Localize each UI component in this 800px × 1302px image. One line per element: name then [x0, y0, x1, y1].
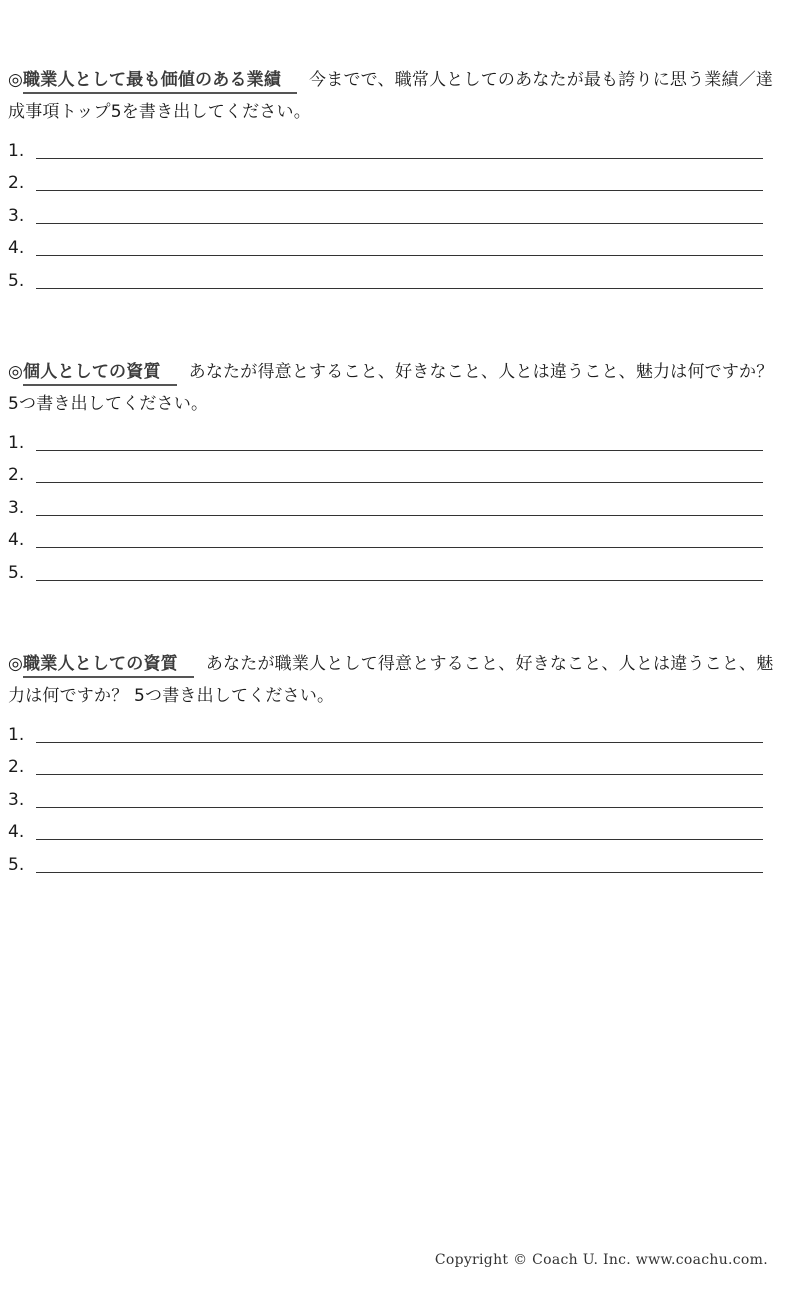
write-in-line[interactable]	[36, 288, 763, 289]
write-in-line[interactable]	[36, 255, 763, 256]
item-number: 4.	[8, 822, 25, 842]
write-in-line[interactable]	[36, 515, 763, 516]
item-number: 2.	[8, 757, 25, 777]
item-number: 2.	[8, 173, 25, 193]
answer-line	[8, 712, 778, 745]
item-number: 2.	[8, 465, 25, 485]
answer-list	[8, 420, 778, 583]
answer-line	[8, 128, 778, 161]
answer-line	[8, 226, 778, 259]
answer-line	[8, 518, 778, 551]
double-circle-mark: ◎	[8, 362, 24, 382]
item-number: 3.	[8, 205, 25, 226]
item-number: 3.	[8, 789, 25, 810]
item-number: 4.	[8, 238, 25, 258]
section-heading: 職業人として最も価値のある業績	[23, 68, 297, 94]
section-intro	[8, 64, 778, 128]
section-heading: 個人としての資質	[23, 360, 177, 386]
write-in-line[interactable]	[36, 742, 763, 743]
write-in-line[interactable]	[36, 774, 763, 775]
section-personal-qualities	[8, 356, 778, 583]
write-in-line[interactable]	[36, 807, 763, 808]
write-in-line[interactable]	[36, 547, 763, 548]
item-number: 4.	[8, 530, 25, 550]
section-description: あなたが職業人として得意とすること、好きなこと、人とは違うこと、魅力は何ですか？ 5つ書き出してください。	[8, 654, 774, 706]
answer-line	[8, 842, 778, 875]
section-intro	[8, 356, 778, 420]
write-in-line[interactable]	[36, 580, 763, 581]
answer-list	[8, 712, 778, 875]
double-circle-mark: ◎	[8, 654, 24, 674]
answer-line	[8, 193, 778, 226]
item-number: 3.	[8, 497, 25, 518]
answer-line	[8, 550, 778, 583]
item-number: 5.	[8, 562, 25, 583]
section-intro	[8, 648, 778, 712]
write-in-line[interactable]	[36, 158, 763, 159]
answer-line	[8, 810, 778, 843]
item-number: 5.	[8, 854, 25, 875]
write-in-line[interactable]	[36, 223, 763, 224]
section-description: 今までで、職常人としてのあなたが最も誇りに思う業績／達成事項トップ5を書き出してください。	[8, 70, 774, 122]
item-number: 1.	[8, 432, 25, 453]
answer-line	[8, 453, 778, 486]
answer-line	[8, 161, 778, 194]
section-professional-qualities	[8, 648, 778, 875]
answer-line	[8, 258, 778, 291]
item-number: 1.	[8, 140, 25, 161]
section-description: あなたが得意とすること、好きなこと、人とは違うこと、魅力は何ですか？ 5つ書き出してください。	[8, 362, 774, 414]
answer-line	[8, 745, 778, 778]
write-in-line[interactable]	[36, 872, 763, 873]
section-professional-achievements	[8, 64, 778, 291]
copyright-footer: Copyright © Coach U. Inc. www.coachu.com.	[434, 1252, 768, 1268]
write-in-line[interactable]	[36, 450, 763, 451]
answer-list	[8, 128, 778, 291]
write-in-line[interactable]	[36, 190, 763, 191]
write-in-line[interactable]	[36, 839, 763, 840]
double-circle-mark: ◎	[8, 70, 24, 90]
item-number: 1.	[8, 724, 25, 745]
answer-line	[8, 485, 778, 518]
item-number: 5.	[8, 270, 25, 291]
write-in-line[interactable]	[36, 482, 763, 483]
answer-line	[8, 777, 778, 810]
section-heading: 職業人としての資質	[23, 652, 194, 678]
answer-line	[8, 420, 778, 453]
